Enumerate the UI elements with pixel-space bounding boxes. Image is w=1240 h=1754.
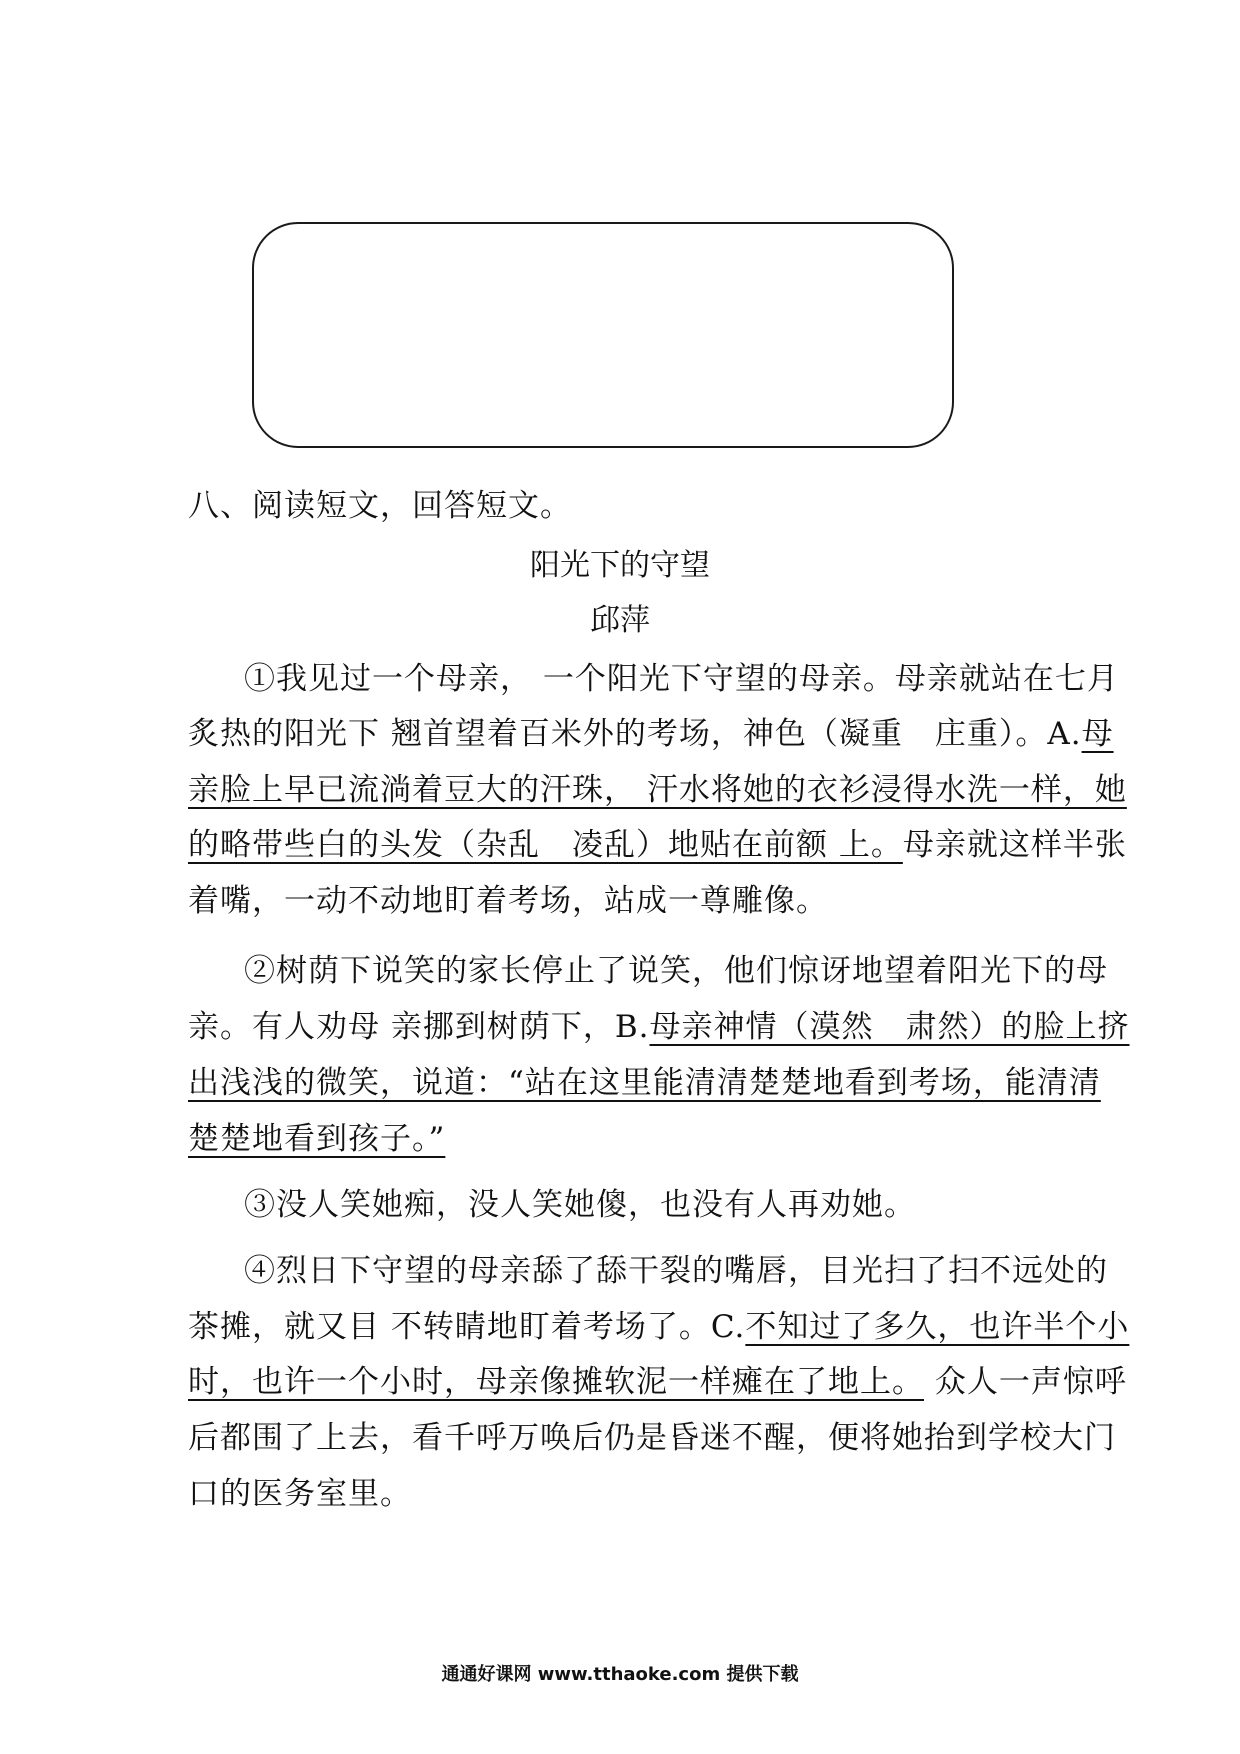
text-line [244,943,1108,999]
text-line [188,817,1127,873]
underlined-text: 楚楚地看到孩子。” [188,1121,446,1157]
text-segment: ④烈日下守望的母亲舔了舔干裂的嘴唇，目光扫了扫不远处的 [244,1253,1108,1289]
underlined-text: 的略带些白的头发（杂乱 凌乱）地贴在前额 上。 [188,827,903,863]
text-segment: ①我见过一个母亲， 一个阳光下守望的母亲。母亲就站在七月 [244,661,1119,697]
text-segment: 炙热的阳光下 翘首望着百米外的考场，神色（凝重 庄重）。A. [188,716,1082,752]
text-line [244,1177,916,1233]
text-segment: 母亲就这样半张 [902,827,1127,863]
underlined-text: 亲脸上早已流淌着豆大的汗珠， 汗水将她的衣衫浸得水洗一样，她 [188,772,1127,808]
text-line [188,1354,1127,1410]
article-title: 阳光下的守望 [530,548,710,583]
text-line [188,1466,412,1522]
text-line [188,762,1127,818]
underlined-text: 时，也许一个小时，母亲像摊软泥一样瘫在了地上。 [188,1364,924,1400]
underlined-text: 出浅浅的微笑，说道：“站在这里能清清楚楚地看到考场，能清清 [188,1065,1101,1101]
text-line [244,651,1119,707]
text-segment: 后都围了上去，看千呼万唤后仍是昏迷不醒，便将她抬到学校大门 [188,1420,1116,1456]
text-segment: 茶摊，就又目 不转睛地盯着考场了。C. [188,1309,746,1345]
answer-box [252,222,954,448]
text-line [188,706,1114,762]
text-segment: 口的医务室里。 [188,1476,412,1512]
footer-source: 通通好课网 www.tthaoke.com 提供下载 [441,1664,799,1685]
underlined-text: 不知过了多久，也许半个小 [745,1309,1130,1345]
text-line [188,999,1130,1055]
question-heading: 八、阅读短文，回答短文。 [188,488,572,524]
text-segment: ③没人笑她痴，没人笑她傻，也没有人再劝她。 [244,1187,916,1223]
text-segment: 着嘴，一动不动地盯着考场，站成一尊雕像。 [188,883,828,919]
text-line [188,1111,445,1167]
text-segment: 众人一声惊呼 [924,1364,1127,1400]
text-line [188,873,828,929]
article-author: 邱萍 [590,603,650,638]
text-line [188,1410,1116,1466]
text-line [188,1299,1129,1355]
text-line [188,1055,1101,1111]
text-segment: 亲。有人劝母 亲挪到树荫下，B. [188,1009,650,1045]
text-line [244,1243,1108,1299]
text-segment: ②树荫下说笑的家长停止了说笑，他们惊讶地望着阳光下的母 [244,953,1108,989]
underlined-text: 母亲神情（漠然 肃然）的脸上挤 [649,1009,1130,1045]
underlined-text: 母 [1081,716,1114,752]
